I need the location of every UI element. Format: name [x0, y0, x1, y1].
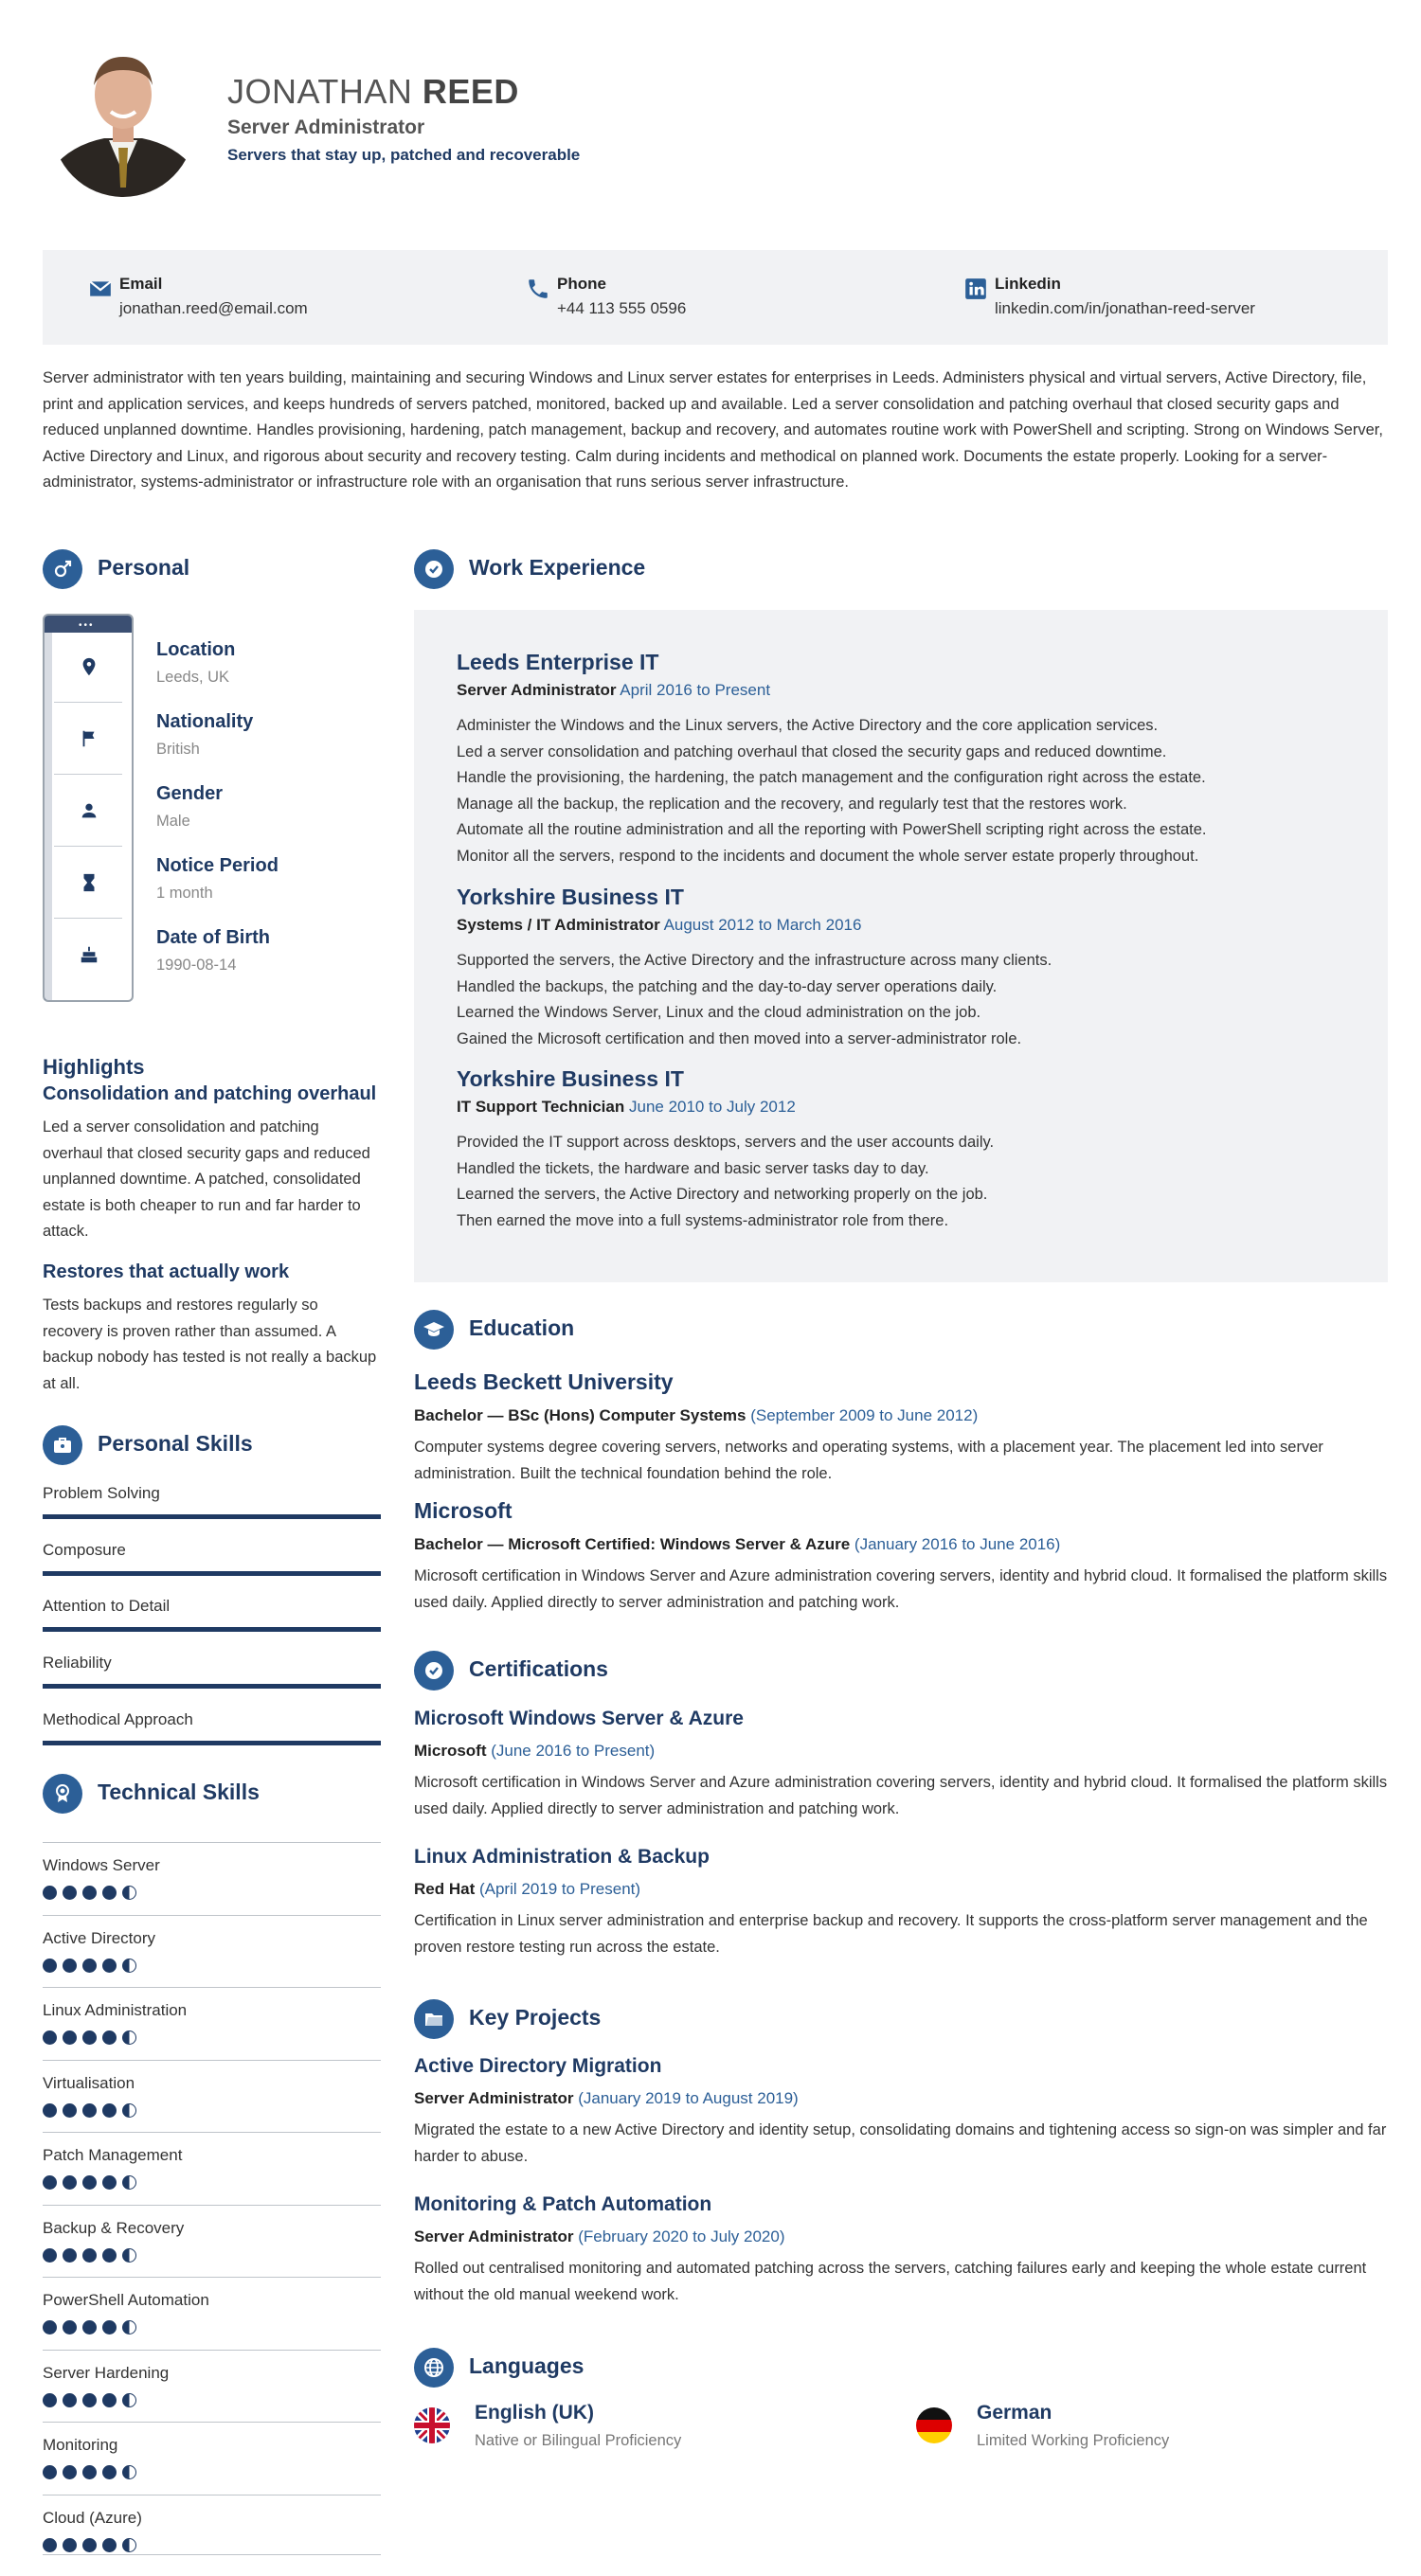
- skill-name: Backup & Recovery: [43, 2218, 185, 2237]
- list-item: Gained the Microsoft certification and then moved into a server-administrator role.: [457, 1029, 1022, 1047]
- rating-dot: [43, 1959, 57, 1973]
- rating-dot: [122, 2103, 136, 2118]
- project-entry: Monitoring & Patch Automation Server Administrator (February 2020 to July 2020) Rolled out centralised monitoring and automated patching across the servers, catching failures early and keeping the whole estate current without the old manual weekend work.: [414, 2193, 1367, 2303]
- personal-gender: Gender Male: [156, 783, 224, 830]
- highlight-title: Consolidation and patching overhaul: [43, 1083, 377, 1104]
- technical-skill: [43, 2277, 381, 2350]
- rating-dot: [63, 2320, 77, 2334]
- skill-rating: [43, 1886, 142, 1901]
- skill-bar: [43, 1627, 381, 1632]
- rating-dot: [63, 2393, 77, 2407]
- skill-name: Windows Server: [43, 1856, 160, 1874]
- rating-dot: [122, 2393, 136, 2407]
- rating-dot: [43, 2103, 57, 2118]
- technical-skill: [43, 1842, 381, 1915]
- award-icon: [43, 1774, 82, 1814]
- check-badge-icon: [414, 1651, 454, 1690]
- highlight-title: Restores that actually work: [43, 1261, 290, 1282]
- hourglass-icon: [54, 849, 122, 919]
- skill-name: Linux Administration: [43, 2001, 188, 2019]
- phone-icon: [526, 277, 550, 301]
- rating-dot: [82, 2030, 97, 2045]
- rating-dot: [63, 1886, 77, 1900]
- education-entry: Microsoft Bachelor — Microsoft Certified: Windows Server & Azure (January 2016 to June 2016) Microsoft certification in Windows Server and Azure administration covering servers, identity and hybrid cloud. It formalised the platform skills used daily. Applied directly to server administration and patching work.: [414, 1498, 1388, 1611]
- rating-dot: [43, 1886, 57, 1900]
- skill-bar: [43, 1684, 381, 1689]
- skill-rating: [43, 2103, 142, 2119]
- list-item: Monitor all the servers, respond to the incidents and document the whole server estate properly throughout.: [457, 847, 1199, 865]
- list-item: Provided the IT support across desktops, servers and the user accounts daily.: [457, 1134, 995, 1151]
- skill-rating: [43, 2320, 142, 2335]
- rating-dot: [82, 1886, 97, 1900]
- list-item: Supported the servers, the Active Directory and the infrastructure across many clients.: [457, 952, 1052, 969]
- rating-dot: [122, 2030, 136, 2045]
- education-entry: Leeds Beckett University Bachelor — BSc (Hons) Computer Systems (September 2009 to June 2012) Computer systems degree covering servers, networks and operating systems, with a placement year. The placement led into server administration. Built the technical foundation behind the role.: [414, 1369, 1323, 1482]
- technical-skill: [43, 1987, 381, 2060]
- rating-dot: [82, 2320, 97, 2334]
- gender-icon: [43, 549, 82, 589]
- resume-header: [52, 45, 1378, 202]
- candidate-role: Server Administrator: [227, 116, 425, 138]
- germany-flag-icon: [916, 2407, 952, 2443]
- list-item: Administer the Windows and the Linux servers, the Active Directory and the core application services.: [457, 717, 1159, 734]
- personal-skill: Methodical Approach: [43, 1710, 381, 1729]
- list-item: Learned the servers, the Active Directory and networking properly on the job.: [457, 1186, 988, 1203]
- rating-dot: [63, 2248, 77, 2263]
- rating-dot: [43, 2248, 57, 2263]
- rating-dot: [102, 2465, 117, 2479]
- candidate-tagline: Servers that stay up, patched and recoverable: [227, 146, 581, 164]
- rating-dot: [43, 2465, 57, 2479]
- skill-rating: [43, 2465, 142, 2480]
- rating-dot: [82, 2175, 97, 2190]
- skill-name: Patch Management: [43, 2146, 183, 2164]
- personal-location: Location Leeds, UK: [156, 639, 236, 686]
- personal-nationality: Nationality British: [156, 711, 254, 758]
- rating-dot: [102, 1959, 117, 1973]
- technical-skill: [43, 2350, 381, 2423]
- skill-rating: [43, 2248, 142, 2263]
- rating-dot: [82, 2393, 97, 2407]
- list-item: Learned the Windows Server, Linux and the cloud administration on the job.: [457, 1004, 981, 1021]
- uk-flag-icon: [414, 2407, 450, 2443]
- check-badge-icon: [414, 549, 454, 589]
- avatar: [52, 45, 194, 197]
- skill-rating: [43, 1959, 142, 1974]
- rating-dot: [102, 2030, 117, 2045]
- highlights-title: Highlights: [43, 1055, 145, 1079]
- rating-dot: [43, 2175, 57, 2190]
- highlight-text: Tests backups and restores regularly so recovery is proven rather than assumed. A backup nobody has tested is not really a backup at all.: [43, 1297, 377, 1392]
- list-item: Automate all the routine administration and all the reporting with PowerShell scripting right across the estate.: [457, 821, 1207, 838]
- skill-rating: [43, 2393, 142, 2408]
- rating-dot: [102, 2248, 117, 2263]
- skill-bar: [43, 1514, 381, 1519]
- rating-dot: [43, 2538, 57, 2552]
- list-item: Then earned the move into a full systems-administrator role from there.: [457, 1211, 949, 1229]
- rating-dot: [82, 2465, 97, 2479]
- rating-dot: [122, 2248, 136, 2263]
- personal-skill: Problem Solving: [43, 1484, 381, 1503]
- rating-dot: [82, 2103, 97, 2118]
- rating-dot: [122, 2320, 136, 2334]
- skill-bar: [43, 1571, 381, 1576]
- skill-name: Cloud (Azure): [43, 2508, 142, 2527]
- rating-dot: [122, 1886, 136, 1900]
- skill-rating: [43, 2030, 142, 2046]
- rating-dot: [102, 2175, 117, 2190]
- rating-dot: [63, 2538, 77, 2552]
- job-entry: Leeds Enterprise IT Server Administrator April 2016 to Present Administer the Windows and the Linux servers, the Active Directory and the core application services. Led a server consolidation and patching overhaul that closed the security gaps and reduced downtime. Handle the provisioning, the hardening, the patch management and the configuration right across the estate. Manage all the backup, the replication and the recovery, and regularly test that the restores work. Automate all the routine administration and all the reporting with PowerShell scripting right across the estate. Monitor all the servers, respond to the incidents and document the whole server estate properly throughout.: [457, 650, 1366, 869]
- list-item: Led a server consolidation and patching overhaul that closed the security gaps and reduced downtime.: [457, 742, 1167, 760]
- technical-skill: [43, 2205, 381, 2278]
- flag-icon: [54, 705, 122, 775]
- rating-dot: [102, 1886, 117, 1900]
- highlight-text: Led a server consolidation and patching overhaul that closed security gaps and reduced unplanned downtime. A patched, consolidated estate is both cheaper to run and far harder to attack.: [43, 1118, 370, 1240]
- contact-bar: Email jonathan.reed@email.com Phone +44 113 555 0596 Linkedin linkedin.com/in/jonathan-reed-server: [43, 250, 1388, 345]
- job-entry: Yorkshire Business IT IT Support Technician June 2010 to July 2012 Provided the IT support across desktops, servers and the user accounts daily. Handled the tickets, the hardware and basic server tasks day to day. Learned the servers, the Active Directory and networking properly on the job. Then earned the move into a full systems-administrator role from there.: [457, 1066, 1366, 1234]
- rating-dot: [63, 2103, 77, 2118]
- folder-icon: [414, 1999, 454, 2039]
- rating-dot: [82, 2538, 97, 2552]
- divider: [43, 2554, 381, 2555]
- rating-dot: [102, 2103, 117, 2118]
- skill-name: PowerShell Automation: [43, 2291, 209, 2309]
- personal-notice-period: Notice Period 1 month: [156, 855, 279, 902]
- skill-rating: [43, 2175, 142, 2191]
- skill-name: Active Directory: [43, 1928, 156, 1947]
- skill-name: Server Hardening: [43, 2363, 170, 2382]
- certification-entry: Linux Administration & Backup Red Hat (April 2019 to Present) Certification in Linux server administration and enterprise backup and recovery. It supports the cross-platform server management and the proven restore testing run across the estate.: [414, 1846, 1368, 1956]
- personal-date-of-birth: Date of Birth 1990-08-14: [156, 927, 270, 974]
- skill-bar: [43, 1741, 381, 1745]
- rating-dot: [63, 2030, 77, 2045]
- cake-icon: [54, 921, 122, 991]
- candidate-name: JONATHAN REED: [227, 72, 519, 111]
- skill-name: Monitoring: [43, 2436, 118, 2454]
- rating-dot: [122, 2175, 136, 2190]
- rating-dot: [82, 1959, 97, 1973]
- list-item: Handle the provisioning, the hardening, the patch management and the configuration right across the estate.: [457, 769, 1206, 786]
- skill-name: Virtualisation: [43, 2073, 135, 2092]
- person-icon: [54, 777, 122, 847]
- rating-dot: [102, 2393, 117, 2407]
- technical-skill: [43, 2422, 381, 2495]
- personal-icon-column: •••: [43, 614, 134, 1002]
- rating-dot: [82, 2248, 97, 2263]
- rating-dot: [102, 2320, 117, 2334]
- job-entry: Yorkshire Business IT Systems / IT Administrator August 2012 to March 2016 Supported the servers, the Active Directory and the infrastructure across many clients. Handled the backups, the patching and the day-to-day server operations daily. Learned the Windows Server, Linux and the cloud administration on the job. Gained the Microsoft certification and then moved into a server-administrator role.: [457, 885, 1366, 1052]
- rating-dot: [43, 2393, 57, 2407]
- list-item: Handled the tickets, the hardware and basic server tasks day to day.: [457, 1159, 929, 1177]
- rating-dot: [122, 2465, 136, 2479]
- rating-dot: [122, 1959, 136, 1973]
- map-pin-icon: [54, 633, 122, 703]
- profile-summary: Server administrator with ten years building, maintaining and securing Windows and Linux server estates for enterprises in Leeds. Administers physical and virtual servers, Active Directory, file, print and application services, and keeps hundreds of servers patched, monitored, backed up and available. Led a server consolidation and patching overhaul that closed security gaps and reduced unplanned downtime. Handles provisioning, hardening, patch management, backup and recovery, and automates routine work with PowerShell and scripting. Strong on Windows Server, Active Directory and Linux, and rigorous about security and recovery testing. Calm during incidents and methodical on planned work. Documents the estate properly. Looking for a server-administrator, systems-administrator or infrastructure role with an organisation that runs serious server infrastructure.: [43, 369, 1383, 491]
- project-entry: Active Directory Migration Server Administrator (January 2019 to August 2019) Migrated the estate to a new Active Directory and identity setup, consolidating domains and tightening access so sign-on was simpler and far harder to abuse.: [414, 2055, 1387, 2165]
- skill-rating: [43, 2538, 142, 2553]
- personal-skill: Attention to Detail: [43, 1597, 381, 1616]
- rating-dot: [63, 2465, 77, 2479]
- envelope-icon: [88, 277, 113, 301]
- technical-skill: [43, 2060, 381, 2133]
- rating-dot: [43, 2320, 57, 2334]
- rating-dot: [63, 2175, 77, 2190]
- rating-dot: [43, 2030, 57, 2045]
- technical-skill: [43, 2132, 381, 2205]
- briefcase-icon: [43, 1425, 82, 1465]
- rating-dot: [63, 1959, 77, 1973]
- technical-skill: [43, 1915, 381, 1988]
- certification-entry: Microsoft Windows Server & Azure Microsoft (June 2016 to Present) Microsoft certification in Windows Server and Azure administration covering servers, identity and hybrid cloud. It formalised the platform skills used daily. Applied directly to server administration and patching work.: [414, 1708, 1388, 1817]
- graduation-cap-icon: [414, 1310, 454, 1350]
- list-item: Manage all the backup, the replication and the recovery, and regularly test that the restores work.: [457, 795, 1127, 813]
- personal-skill: Composure: [43, 1541, 381, 1560]
- technical-skill: [43, 2495, 381, 2567]
- rating-dot: [122, 2538, 136, 2552]
- personal-skill: Reliability: [43, 1654, 381, 1673]
- rating-dot: [102, 2538, 117, 2552]
- list-item: Handled the backups, the patching and the day-to-day server operations daily.: [457, 977, 998, 995]
- linkedin-icon: [963, 277, 988, 301]
- work-experience-panel: [414, 610, 1388, 1282]
- globe-icon: [414, 2348, 454, 2388]
